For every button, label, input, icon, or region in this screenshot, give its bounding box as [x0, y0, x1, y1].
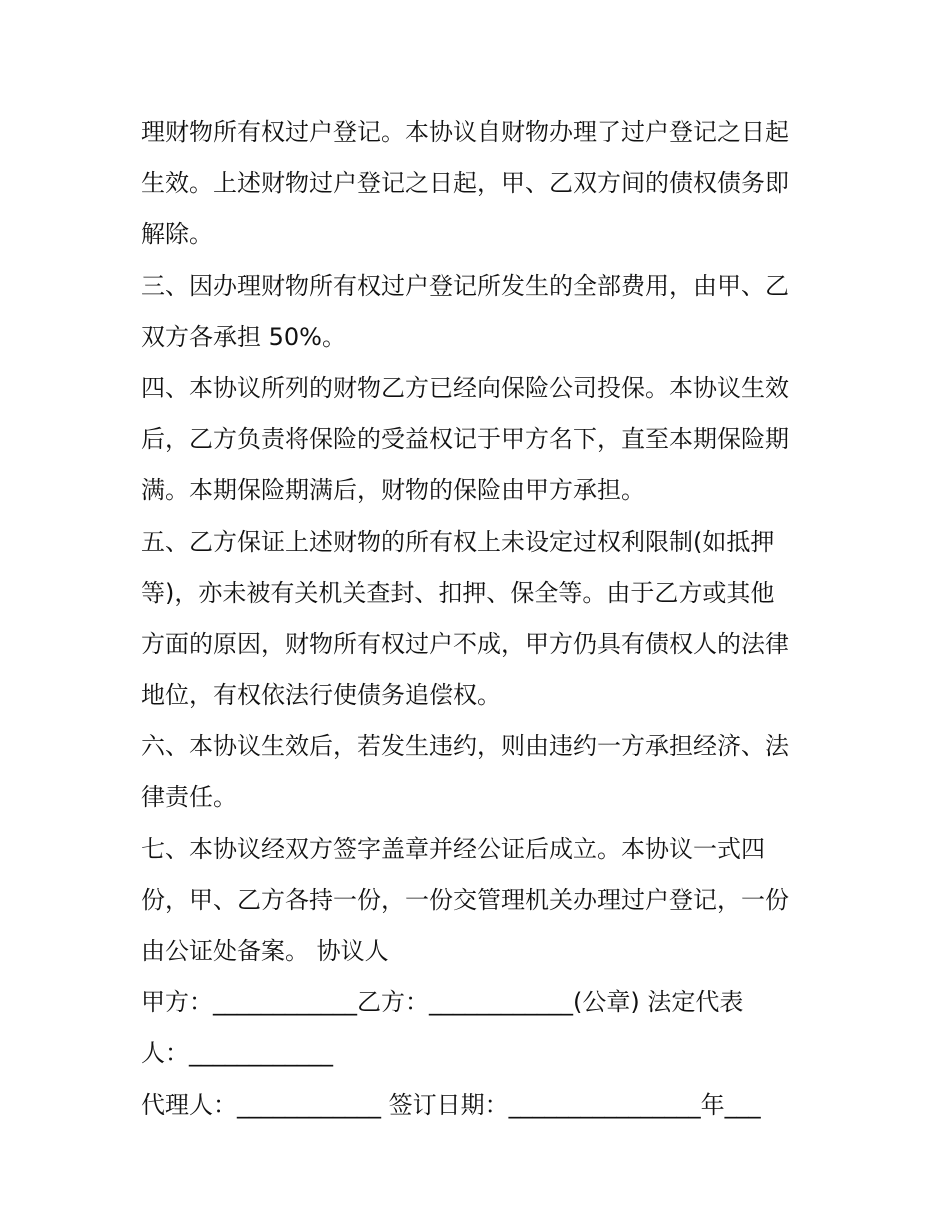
- signature-party-line: 甲方：____________乙方：____________(公章) 法定代表: [141, 988, 744, 1017]
- clause-3-line: 三、因办理财物所有权过户登记所发生的全部费用，由甲、乙: [141, 271, 789, 300]
- text-line: 理财物所有权过户登记。本协议自财物办理了过户登记之日起: [141, 118, 789, 146]
- text-line: 满。本期保险期满后，财物的保险由甲方承担。: [141, 476, 645, 505]
- clause-7-line: 七、本协议经双方签字盖章并经公证后成立。本协议一式四: [141, 834, 765, 863]
- text-line: 后，乙方负责将保险的受益权记于甲方名下，直至本期保险期: [141, 425, 789, 454]
- text-line: 等)，亦未被有关机关查封、扣押、保全等。由于乙方或其他: [141, 578, 775, 607]
- clause-5-line: 五、乙方保证上述财物的所有权上未设定过权利限制(如抵押: [141, 527, 775, 556]
- clause-4-line: 四、本协议所列的财物乙方已经向保险公司投保。本协议生效: [141, 373, 789, 402]
- text-line: 双方各承担 50%。: [141, 322, 346, 351]
- agreement-body-text: [141, 107, 821, 1131]
- text-line: 地位，有权依法行使债务追偿权。: [141, 681, 501, 710]
- text-line: 由公证处备案。 协议人: [141, 937, 389, 965]
- text-line: 解除。: [141, 220, 213, 249]
- text-line: 份，甲、乙方各持一份，一份交管理机关办理过户登记，一份: [141, 885, 789, 914]
- signature-representative-line: 人：____________: [141, 1039, 333, 1068]
- text-line: 律责任。: [141, 783, 237, 812]
- signature-agent-date-line: 代理人：____________ 签订日期：________________年___: [141, 1090, 761, 1119]
- text-line: 方面的原因，财物所有权过户不成，甲方仍具有债权人的法律: [141, 629, 789, 658]
- clause-6-line: 六、本协议生效后，若发生违约，则由违约一方承担经济、法: [141, 732, 789, 761]
- text-line: 生效。上述财物过户登记之日起，甲、乙双方间的债权债务即: [141, 169, 789, 198]
